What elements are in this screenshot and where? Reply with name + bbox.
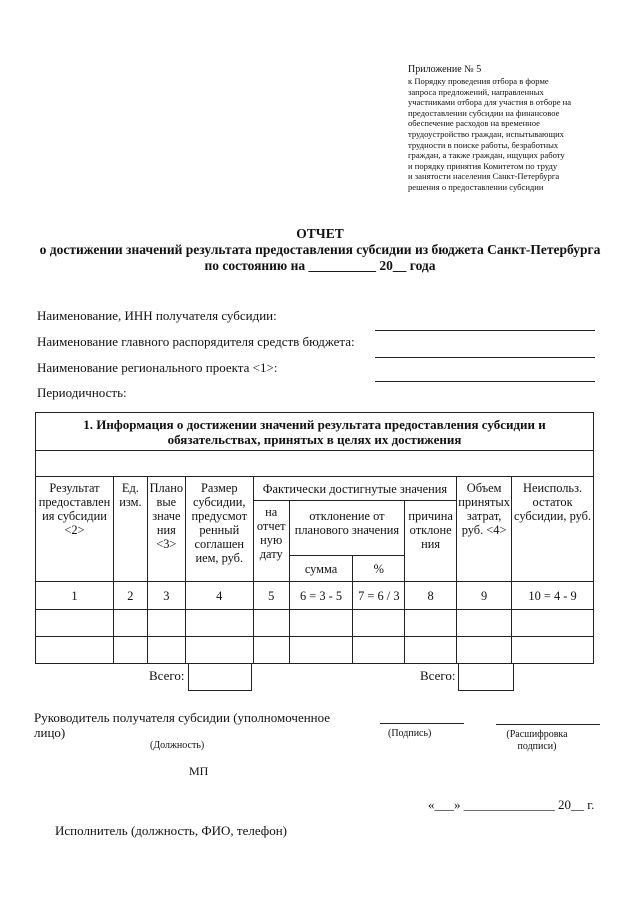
report-subtitle: о достижении значений результата предоставления субсидии из бюджета Санкт-Петербурга: [39, 242, 601, 257]
appendix-title: Приложение № 5: [408, 64, 482, 75]
appendix-line: решения о предоставлении субсидии: [408, 181, 544, 192]
decode-line[interactable]: [496, 724, 600, 725]
date-line: «___» ______________ 20__ г.: [428, 797, 595, 812]
table-cell[interactable]: [36, 637, 114, 664]
appendix-line: к Порядку проведения отбора в форме: [408, 76, 549, 86]
distributor-label: Наименование главного распорядителя средств бюджета:: [37, 334, 355, 349]
col-sum: сумма: [289, 556, 353, 582]
col-unit: Ед. изм.: [113, 477, 147, 582]
col-unused: Неиспольз. остаток субсидии, руб.: [512, 477, 594, 582]
section-title: 1. Информация о достижении значений результата предоставления субсидии и обязательствах, принятых в целях их достижения: [36, 413, 594, 451]
signature-line[interactable]: [380, 723, 464, 724]
table-cell[interactable]: [185, 610, 253, 637]
appendix-note: [408, 64, 594, 193]
table-cell[interactable]: [253, 610, 289, 637]
results-table: [35, 412, 594, 664]
project-line[interactable]: [375, 381, 595, 382]
appendix-line: трудности в поиске работы, безработных: [408, 139, 559, 150]
col-actual: Фактически достигнутые значения: [253, 477, 456, 501]
appendix-line: граждан, а также граждан, ищущих работу: [408, 150, 565, 161]
appendix-line: и занятости населения Санкт-Петербурга: [408, 171, 560, 182]
table-cell[interactable]: [113, 610, 147, 637]
distributor-line[interactable]: [375, 357, 595, 358]
appendix-line: обеспечение расходов на временное: [408, 118, 540, 129]
table-cell[interactable]: [512, 637, 594, 664]
num-cell: 2: [113, 582, 147, 610]
table-cell[interactable]: [36, 610, 114, 637]
periodicity-label: Периодичность:: [37, 385, 127, 400]
table-cell[interactable]: [289, 637, 353, 664]
column-numbers-row: [36, 582, 594, 610]
project-label: Наименование регионального проекта <1>:: [37, 360, 278, 375]
recipient-line[interactable]: [375, 330, 595, 331]
num-cell: 4: [185, 582, 253, 610]
col-result: Результат предоставлен ия субсидии <2>: [36, 477, 114, 582]
table-cell[interactable]: [512, 610, 594, 637]
table-cell[interactable]: [147, 610, 185, 637]
table-cell[interactable]: [405, 610, 457, 637]
table-row: [36, 637, 594, 664]
total-right-box[interactable]: [458, 663, 514, 691]
table-cell[interactable]: [353, 637, 405, 664]
table-cell[interactable]: [289, 610, 353, 637]
num-cell: 5: [253, 582, 289, 610]
appendix-lines: [408, 76, 594, 193]
col-reason: причина отклоне ния: [405, 501, 457, 582]
report-title: ОТЧЕТ: [296, 226, 344, 241]
report-header: [0, 226, 640, 274]
num-cell: 6 = 3 - 5: [289, 582, 353, 610]
num-cell: 10 = 4 - 9: [512, 582, 594, 610]
appendix-line: участниками отбора для участия в отборе на: [408, 97, 572, 108]
appendix-line: запроса предложений, направленных: [408, 86, 544, 97]
num-cell: 9: [457, 582, 512, 610]
total-right-label: Всего:: [420, 668, 456, 683]
num-cell: 7 = 6 / 3: [353, 582, 405, 610]
signature-caption: (Подпись): [388, 728, 432, 739]
num-cell: 8: [405, 582, 457, 610]
table-cell[interactable]: [185, 637, 253, 664]
executor-label: Исполнитель (должность, ФИО, телефон): [55, 823, 287, 838]
position-caption: (Должность): [150, 740, 205, 751]
appendix-line: трудоустройство граждан, испытывающих: [408, 128, 564, 139]
col-percent: %: [353, 556, 405, 582]
col-on-date: на отчет ную дату: [253, 501, 289, 582]
decode-caption: (Расшифровка подписи): [506, 729, 568, 752]
table-cell[interactable]: [405, 637, 457, 664]
table-row: [36, 610, 594, 637]
report-date-line: по состоянию на __________ 20__ года: [204, 258, 436, 273]
num-cell: 3: [147, 582, 185, 610]
recipient-label: Наименование, ИНН получателя субсидии:: [37, 308, 277, 323]
spacer-row: [36, 451, 594, 477]
appendix-line: и порядку принятия Комитетом по труду: [408, 160, 558, 171]
table-cell[interactable]: [253, 637, 289, 664]
table-cell[interactable]: [113, 637, 147, 664]
table-cell[interactable]: [147, 637, 185, 664]
appendix-line: предоставлении субсидии на финансовое: [408, 107, 560, 118]
col-deviation: отклонение от планового значения: [289, 501, 405, 556]
table-cell[interactable]: [457, 637, 512, 664]
col-plan: Плано вые значе ния <3>: [147, 477, 185, 582]
total-left-label: Всего:: [149, 668, 185, 683]
head-label: Руководитель получателя субсидии (уполномоченное лицо): [34, 710, 331, 740]
table-cell[interactable]: [353, 610, 405, 637]
table-cell[interactable]: [457, 610, 512, 637]
total-left-box[interactable]: [188, 663, 252, 691]
stamp-label: МП: [189, 764, 209, 778]
col-obligations: Объем принятых затрат, руб. <4>: [457, 477, 512, 582]
col-size: Размер субсидии, предусмот ренный соглашен ием, руб.: [185, 477, 253, 582]
num-cell: 1: [36, 582, 114, 610]
